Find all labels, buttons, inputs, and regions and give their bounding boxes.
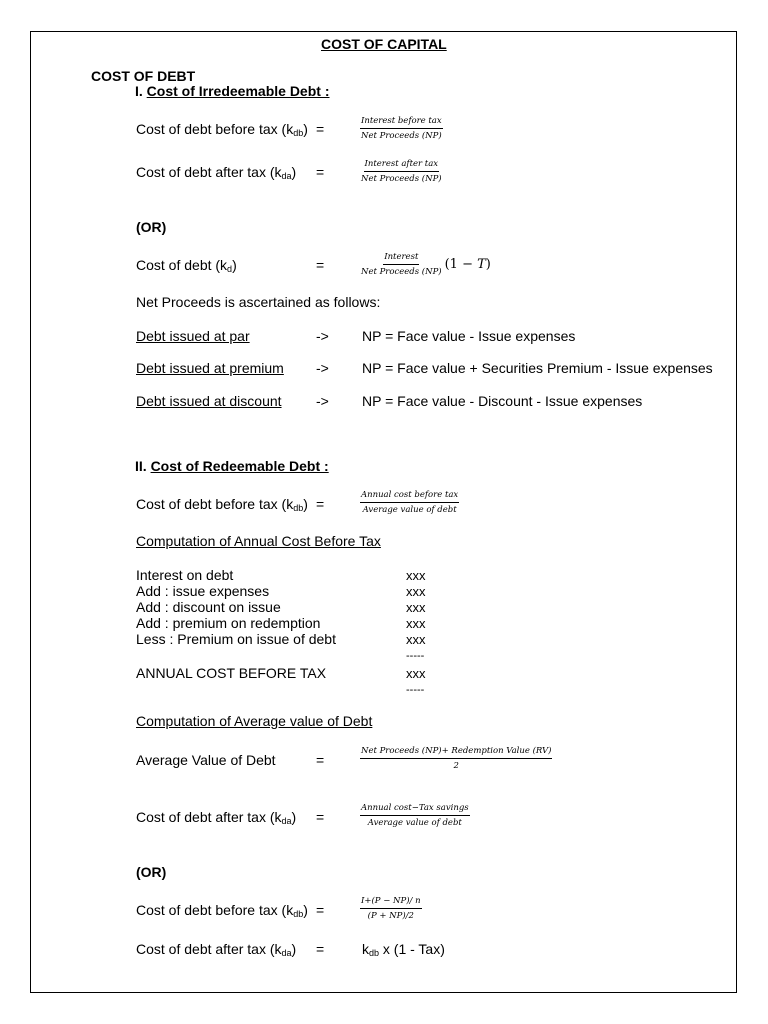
avg-value-label: Average Value of Debt: [136, 752, 276, 768]
annual-total-value: xxx: [406, 666, 426, 681]
formula-kdb-close: ): [303, 902, 308, 918]
kda-numerator: Interest after tax: [364, 159, 440, 172]
annual-cost-heading: Computation of Annual Cost Before Tax: [136, 533, 381, 549]
avg-value-fraction: [360, 746, 552, 771]
kd-label: [136, 257, 237, 277]
annual-row-label: Add : premium on redemption: [136, 615, 321, 631]
kdb-label: [136, 121, 308, 141]
avg-value-heading: Computation of Average value of Debt: [136, 713, 373, 729]
kd-close: ): [232, 257, 237, 273]
formula-kdb-fraction: [360, 896, 422, 921]
annual-row-label: Add : discount on issue: [136, 599, 281, 615]
formula-kda-label-text: Cost of debt after tax (k: [136, 941, 282, 957]
kdb-close: ): [303, 121, 308, 137]
total-dashes: -----: [406, 684, 425, 696]
annual-row-label: Less : Premium on issue of debt: [136, 631, 336, 647]
kdb-equals: =: [316, 121, 325, 137]
red-kda-denominator: Average value of debt: [367, 818, 462, 828]
formula-kda-result: [362, 941, 445, 961]
red-kdb-denominator: Average value of debt: [362, 505, 457, 515]
document-title: COST OF CAPITAL: [321, 36, 447, 52]
kd-label-text: Cost of debt (k: [136, 257, 228, 273]
kd-tail-close: ): [485, 257, 491, 272]
kda-close: ): [291, 164, 297, 180]
np-row-premium-arrow: ->: [316, 360, 329, 376]
annual-row-value: xxx: [406, 584, 426, 599]
red-kdb-fraction: [360, 490, 459, 515]
formula-kda-close: ): [291, 941, 297, 957]
annual-row-value: xxx: [406, 616, 426, 631]
formula-kdb-label-text: Cost of debt before tax (k: [136, 902, 294, 918]
formula-kdb-subscript: db: [293, 909, 304, 919]
red-kdb-label: [136, 496, 308, 516]
formula-kdb-denominator: (P + NP)/2: [367, 911, 414, 921]
kd-numerator: Interest: [383, 252, 419, 265]
or-label-2: (OR): [136, 864, 167, 880]
redeemable-heading: [135, 458, 329, 474]
result-subscript: db: [369, 948, 380, 958]
kdb-subscript: db: [293, 128, 304, 138]
annual-row-value: xxx: [406, 600, 426, 615]
np-row-premium-formula: NP = Face value + Securities Premium - Issue expenses: [362, 360, 713, 376]
result-rest: x (1 - Tax): [379, 941, 445, 957]
np-row-par-label: Debt issued at par: [136, 328, 250, 344]
red-kdb-numerator: Annual cost before tax: [360, 490, 459, 503]
kdb-numerator: Interest before tax: [360, 116, 443, 129]
red-kda-equals: =: [316, 809, 325, 825]
kdb-label-text: Cost of debt before tax (k: [136, 121, 294, 137]
red-kda-label-text: Cost of debt after tax (k: [136, 809, 282, 825]
avg-value-denominator: 2: [453, 761, 459, 771]
irredeemable-prefix: I.: [135, 83, 147, 99]
kda-fraction: [360, 159, 443, 184]
red-kda-close: ): [291, 809, 297, 825]
kd-subscript: d: [227, 264, 233, 274]
formula-kda-subscript: da: [281, 948, 292, 958]
annual-row-label: Interest on debt: [136, 567, 234, 583]
result-k: k: [362, 941, 369, 957]
formula-kdb-equals: =: [316, 902, 325, 918]
kda-denominator: Net Proceeds (NP): [361, 174, 442, 184]
red-kdb-label-text: Cost of debt before tax (k: [136, 496, 294, 512]
np-row-premium-label: Debt issued at premium: [136, 360, 284, 376]
kd-denominator: Net Proceeds (NP): [361, 267, 442, 277]
redeemable-prefix: II.: [135, 458, 151, 474]
np-intro: Net Proceeds is ascertained as follows:: [136, 294, 381, 310]
kda-equals: =: [316, 164, 325, 180]
red-kdb-subscript: db: [293, 503, 304, 513]
formula-kdb-label: [136, 902, 308, 922]
kda-subscript: da: [281, 171, 292, 181]
kda-label-text: Cost of debt after tax (k: [136, 164, 282, 180]
redeemable-title: Cost of Redeemable Debt :: [150, 458, 329, 474]
annual-total-label: ANNUAL COST BEFORE TAX: [136, 665, 327, 681]
red-kda-subscript: da: [281, 816, 292, 826]
formula-kdb-numerator: I+(P − NP)/ n: [360, 896, 422, 909]
red-kda-numerator: Annual cost−Tax savings: [360, 803, 470, 816]
formula-kda-equals: =: [316, 941, 325, 957]
irredeemable-title: Cost of Irredeemable Debt :: [146, 83, 330, 99]
annual-row-label: Add : issue expenses: [136, 583, 270, 599]
kdb-denominator: Net Proceeds (NP): [361, 131, 442, 141]
np-row-discount-formula: NP = Face value - Discount - Issue expenses: [362, 393, 643, 409]
red-kda-fraction: [360, 803, 470, 828]
np-row-par-arrow: ->: [316, 328, 329, 344]
red-kda-label: [136, 809, 296, 829]
or-label-1: (OR): [136, 219, 167, 235]
np-row-discount-arrow: ->: [316, 393, 329, 409]
kda-label: [136, 164, 296, 184]
avg-value-numerator: Net Proceeds (NP)+ Redemption Value (RV): [360, 746, 552, 759]
red-kdb-equals: =: [316, 496, 325, 512]
annual-row-value: xxx: [406, 568, 426, 583]
formula-kda-label: [136, 941, 296, 961]
irredeemable-heading: [135, 83, 330, 99]
kdb-fraction: [360, 116, 443, 141]
annual-row-value: xxx: [406, 632, 426, 647]
kd-tax-factor: [445, 257, 491, 272]
kd-tail-var: T: [477, 257, 486, 272]
kd-equals: =: [316, 257, 325, 273]
avg-value-equals: =: [316, 752, 325, 768]
section-heading-cost-of-debt: COST OF DEBT: [91, 68, 196, 84]
subtotal-dashes: -----: [406, 650, 425, 662]
np-row-par-formula: NP = Face value - Issue expenses: [362, 328, 576, 344]
np-row-discount-label: Debt issued at discount: [136, 393, 282, 409]
red-kdb-close: ): [303, 496, 308, 512]
kd-fraction: [360, 252, 491, 277]
kd-tail-open: (1 −: [444, 257, 478, 272]
